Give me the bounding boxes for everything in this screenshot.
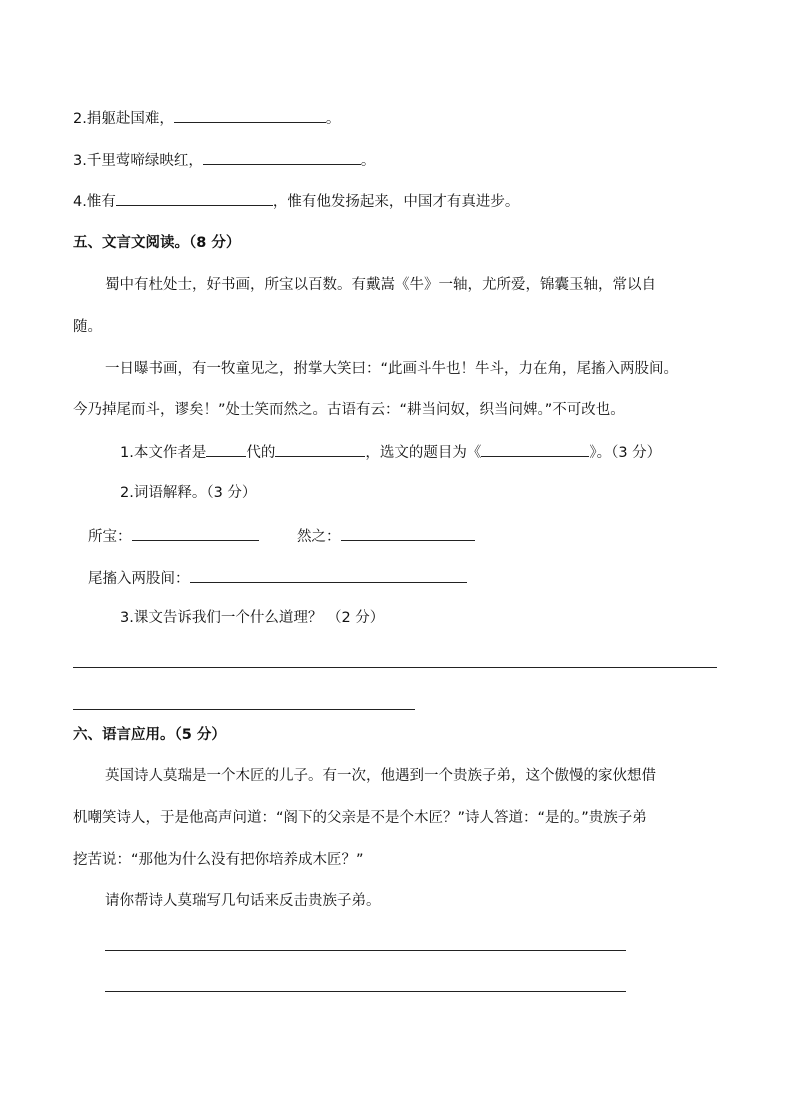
passage-line: 挖苦说：“那他为什么没有把你培养成木匠？” xyxy=(73,852,364,868)
answer-line[interactable] xyxy=(105,991,626,992)
question-prompt: 请你帮诗人莫瑞写几句话来反击贵族子弟。 xyxy=(105,893,381,909)
passage-line: 英国诗人莫瑞是一个木匠的儿子。有一次，他遇到一个贵族子弟，这个傲慢的家伙想借 xyxy=(105,768,656,784)
answer-blank[interactable] xyxy=(481,442,589,457)
answer-blank[interactable] xyxy=(190,568,467,583)
answer-line[interactable] xyxy=(105,950,626,951)
answer-line[interactable] xyxy=(73,667,717,668)
answer-blank[interactable] xyxy=(203,150,361,165)
answer-blank[interactable] xyxy=(206,442,246,457)
section-6-heading: 六、语言应用。（5 分） xyxy=(73,727,226,743)
question-text: 》。（3 分） xyxy=(589,445,662,461)
passage-line: 一日曝书画，有一牧童见之，拊掌大笑曰：“此画斗牛也！牛斗，力在角，尾搐入两股间。 xyxy=(105,361,679,377)
term-suobao xyxy=(88,526,259,547)
term-label: 然之： xyxy=(297,529,341,545)
question-1 xyxy=(120,442,661,463)
fill-item-suffix: ，惟有他发扬起来，中国才有真进步。 xyxy=(272,194,520,210)
passage-line: 蜀中有杜处士，好书画，所宝以百数。有戴嵩《牛》一轴，尤所爱，锦囊玉轴，常以自 xyxy=(105,277,656,293)
fill-item-prefix: 4.惟有 xyxy=(73,194,116,210)
term-weichu xyxy=(88,568,467,589)
fill-item-2 xyxy=(73,108,340,129)
answer-blank[interactable] xyxy=(116,191,273,206)
term-label: 尾搐入两股间： xyxy=(88,571,190,587)
fill-item-prefix: 2.捐躯赴国难， xyxy=(73,111,174,127)
question-2: 2.词语解释。（3 分） xyxy=(120,485,257,501)
fill-item-4 xyxy=(73,191,519,212)
answer-line[interactable] xyxy=(73,709,415,710)
passage-line: 今乃掉尾而斗，谬矣！”处士笑而然之。古语有云：“耕当问奴，织当问婢。”不可改也。 xyxy=(73,402,625,418)
answer-blank[interactable] xyxy=(132,526,259,541)
passage-line: 机嘲笑诗人，于是他高声问道：“阁下的父亲是不是个木匠？”诗人答道：“是的。”贵族子弟 xyxy=(73,810,647,826)
term-label: 所宝： xyxy=(88,529,132,545)
question-3: 3.课文告诉我们一个什么道理？ （2 分） xyxy=(120,610,385,626)
fill-item-suffix: 。 xyxy=(360,153,376,169)
fill-item-3 xyxy=(73,150,375,171)
question-text: 1.本文作者是 xyxy=(120,445,207,461)
answer-blank[interactable] xyxy=(174,108,326,123)
section-5-heading: 五、文言文阅读。（8 分） xyxy=(73,235,241,251)
fill-item-prefix: 3.千里莺啼绿映红， xyxy=(73,153,203,169)
question-text: ，选文的题目为《 xyxy=(365,445,482,461)
passage-line: 随。 xyxy=(73,319,102,335)
term-ranzhi xyxy=(297,526,475,547)
fill-item-suffix: 。 xyxy=(325,111,341,127)
answer-blank[interactable] xyxy=(341,526,475,541)
question-text: 代的 xyxy=(246,445,276,461)
answer-blank[interactable] xyxy=(275,442,365,457)
